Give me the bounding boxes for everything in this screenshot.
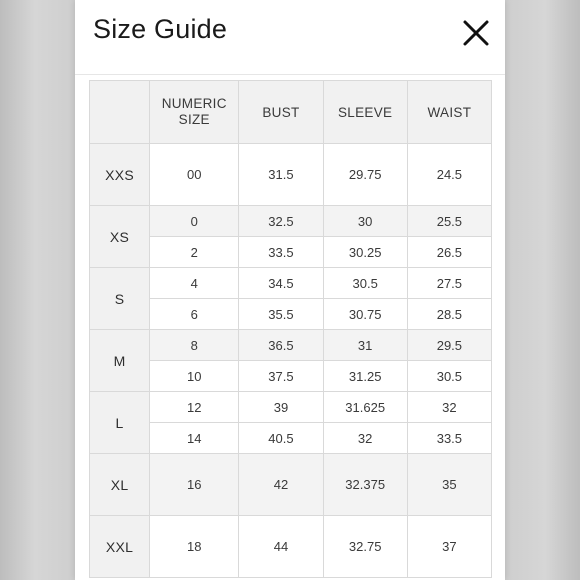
table-row <box>90 206 492 237</box>
cell-bust: 34.5 <box>239 268 323 299</box>
table-row <box>90 454 492 516</box>
size-label: S <box>90 268 150 330</box>
table-row <box>90 423 492 454</box>
header-bust: BUST <box>239 81 323 144</box>
table-row <box>90 144 492 206</box>
header-sleeve: SLEEVE <box>323 81 407 144</box>
cell-numeric: 18 <box>150 516 239 578</box>
table-row <box>90 361 492 392</box>
cell-numeric: 10 <box>150 361 239 392</box>
size-label: XXS <box>90 144 150 206</box>
cell-sleeve: 31 <box>323 330 407 361</box>
cell-waist: 35 <box>407 454 491 516</box>
cell-bust: 36.5 <box>239 330 323 361</box>
size-label: XL <box>90 454 150 516</box>
cell-numeric: 12 <box>150 392 239 423</box>
table-row <box>90 268 492 299</box>
cell-waist: 33.5 <box>407 423 491 454</box>
cell-sleeve: 30.75 <box>323 299 407 330</box>
cell-numeric: 0 <box>150 206 239 237</box>
dialog-title: Size Guide <box>93 14 228 44</box>
cell-waist: 37 <box>407 516 491 578</box>
table-row <box>90 330 492 361</box>
close-icon[interactable] <box>461 18 491 48</box>
size-table <box>89 80 492 578</box>
cell-bust: 44 <box>239 516 323 578</box>
size-guide-dialog <box>75 0 505 580</box>
cell-waist: 29.5 <box>407 330 491 361</box>
cell-sleeve: 31.625 <box>323 392 407 423</box>
cell-waist: 32 <box>407 392 491 423</box>
cell-bust: 37.5 <box>239 361 323 392</box>
cell-bust: 40.5 <box>239 423 323 454</box>
cell-numeric: 8 <box>150 330 239 361</box>
table-header-row <box>90 81 492 144</box>
table-row <box>90 237 492 268</box>
cell-waist: 28.5 <box>407 299 491 330</box>
cell-bust: 42 <box>239 454 323 516</box>
header-numeric-line2: SIZE <box>178 112 210 127</box>
cell-sleeve: 32.75 <box>323 516 407 578</box>
size-label: XS <box>90 206 150 268</box>
cell-waist: 25.5 <box>407 206 491 237</box>
cell-sleeve: 32.375 <box>323 454 407 516</box>
cell-numeric: 16 <box>150 454 239 516</box>
cell-waist: 24.5 <box>407 144 491 206</box>
cell-bust: 35.5 <box>239 299 323 330</box>
cell-bust: 32.5 <box>239 206 323 237</box>
cell-numeric: 14 <box>150 423 239 454</box>
cell-bust: 39 <box>239 392 323 423</box>
header-numeric-size <box>150 81 239 144</box>
cell-waist: 26.5 <box>407 237 491 268</box>
size-label: M <box>90 330 150 392</box>
cell-numeric: 6 <box>150 299 239 330</box>
cell-bust: 33.5 <box>239 237 323 268</box>
cell-numeric: 00 <box>150 144 239 206</box>
cell-waist: 30.5 <box>407 361 491 392</box>
header-waist: WAIST <box>407 81 491 144</box>
header-divider <box>75 74 505 75</box>
header-numeric-line1: NUMERIC <box>161 96 227 111</box>
table-row <box>90 299 492 330</box>
close-icon-glyph <box>461 18 491 48</box>
header-size <box>90 81 150 144</box>
cell-sleeve: 30 <box>323 206 407 237</box>
dialog-header <box>75 0 505 64</box>
table-row <box>90 516 492 578</box>
cell-sleeve: 29.75 <box>323 144 407 206</box>
cell-numeric: 2 <box>150 237 239 268</box>
cell-sleeve: 30.5 <box>323 268 407 299</box>
size-label: L <box>90 392 150 454</box>
cell-bust: 31.5 <box>239 144 323 206</box>
cell-sleeve: 30.25 <box>323 237 407 268</box>
cell-sleeve: 32 <box>323 423 407 454</box>
table-row <box>90 392 492 423</box>
cell-sleeve: 31.25 <box>323 361 407 392</box>
size-label: XXL <box>90 516 150 578</box>
cell-numeric: 4 <box>150 268 239 299</box>
cell-waist: 27.5 <box>407 268 491 299</box>
